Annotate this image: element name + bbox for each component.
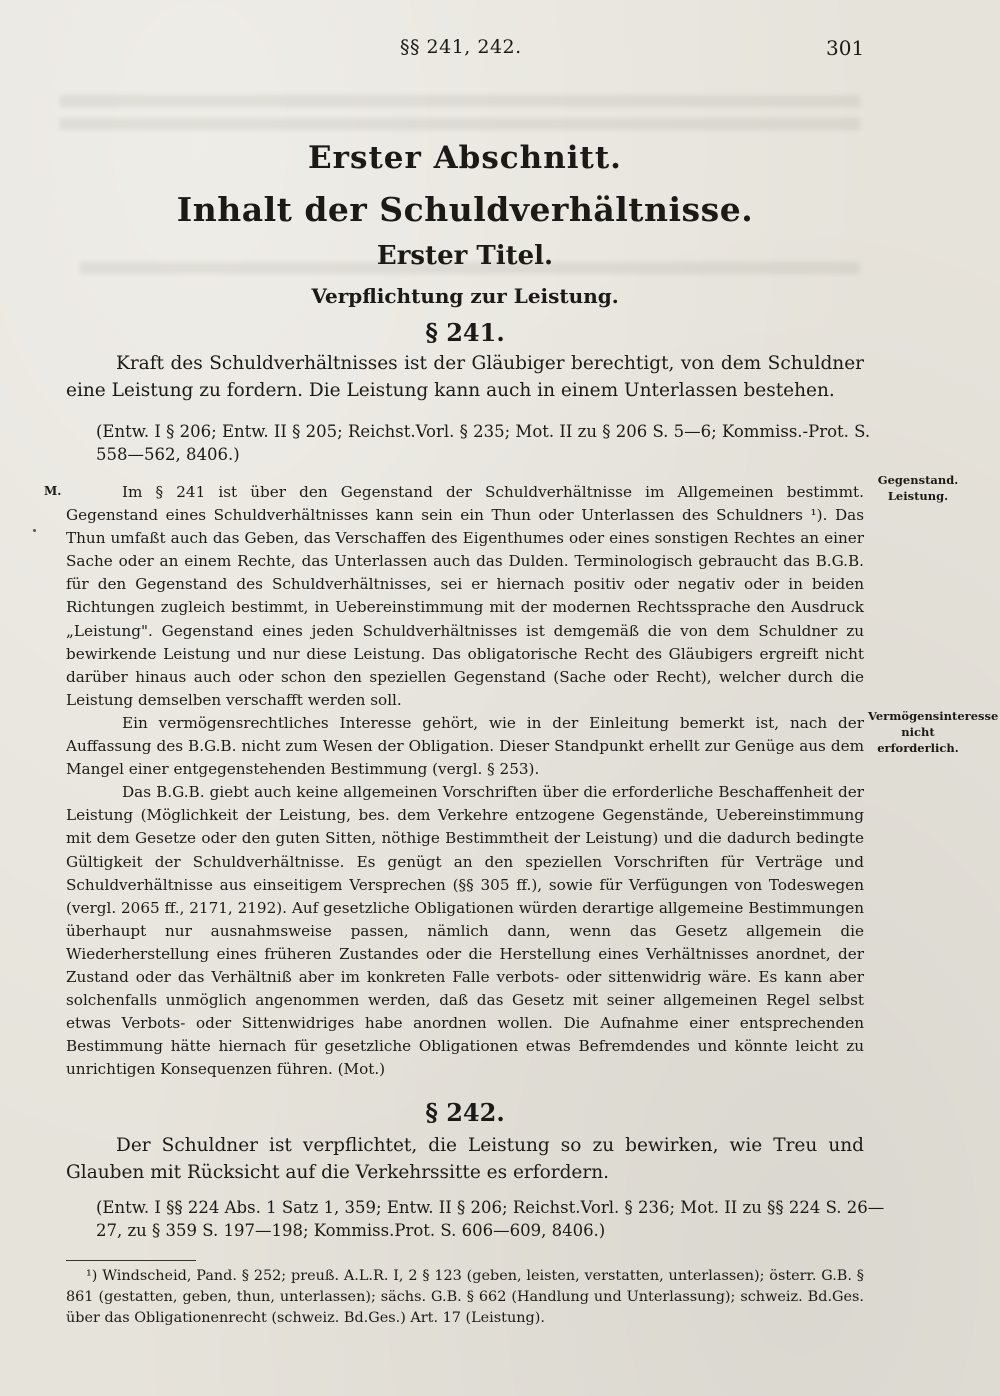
margin-note-gegenstand: Gegenstand. Leistung.	[877, 473, 959, 503]
margin-dot	[33, 529, 36, 532]
section-241-statute: Kraft des Schuldverhältnisses ist der Gläubiger berechtigt, von dem Schuldner eine Leistung zu fordern. Die Leistung kann auch in einem Unterlassen bestehen.	[66, 353, 864, 401]
footnote-rule	[66, 1260, 196, 1261]
footnote	[66, 1266, 864, 1329]
bleed-through-shadow	[60, 95, 860, 107]
bleed-through-shadow	[60, 118, 860, 130]
margin-note-vermoegensinteresse: Vermögensinteresse nicht erforderlich.	[868, 709, 999, 755]
title-heading: Erster Titel.	[376, 241, 554, 271]
section-242-number: § 242.	[425, 1098, 505, 1127]
subject-heading: Inhalt der Schuldverhältnisse.	[176, 190, 754, 229]
running-head: §§ 241, 242.	[400, 36, 522, 58]
commentary-paragraph: Ein vermögensrechtliches Interesse gehört, wie in der Einleitung bemerkt ist, nach der Auffassung des B.G.B. nicht zum Wesen der Obligation. Dieser Standpunkt erhellt zur Genüge aus dem Mangel einer entgegenstehenden Bestimmung (vergl. § 253).	[66, 713, 864, 779]
commentary-paragraph: Das B.G.B. giebt auch keine allgemeinen Vorschriften über die erforderliche Beschaffenheit der Leistung (Möglichkeit der Leistung, bes. dem Verkehre entzogene Gegenstände, Uebereinstimmung mit dem Gesetze oder den guten Sitten, nöthige Bestimmtheit der Leistung) und die dadurch bedingte Gültigkeit der Schuldverhältnisse. Es genügt an den speziellen Vorschriften für Verträge und Schuldverhältnisse aus einseitigem Versprechen (§§ 305 ff.), sowie für Verfügungen von Todeswegen (vergl. 2065 ff., 2171, 2192). Auf gesetzliche Obligationen würden derartige allgemeine Bestimmungen überhaupt nur ausnahmsweise passen, nämlich dann, wenn das Gesetz allgemein die Wiederherstellung eines früheren Zustandes oder die Herstellung eines Verhältnisses anordnet, der Zustand oder das Verhältniß aber im konkreten Falle verbots- oder sittenwidrig wäre. Es kann aber solchenfalls unmöglich angenommen werden, daß das Gesetz mit seiner allgemeinen Regel selbst etwas Verbots- oder Sittenwidriges habe anordnen wollen. Die Aufnahme einer entsprechenden Bestimmung hätte hiernach für gesetzliche Obligationen etwas Befremdendes und könnte leicht zu unrichtigen Konsequenzen führen. (Mot.)	[66, 783, 864, 1079]
section-241-commentary	[66, 481, 864, 1081]
page-header	[0, 36, 1000, 66]
subtitle-heading: Verpflichtung zur Leistung.	[311, 284, 619, 308]
page-number: 301	[826, 36, 865, 60]
section-242-statute: Der Schuldner ist verpflichtet, die Leistung so zu bewirken, wie Treu und Glauben mit Rücksicht auf die Verkehrssitte es erfordern.	[66, 1135, 864, 1183]
division-heading: Erster Abschnitt.	[308, 140, 622, 176]
margin-label-motive: M.	[44, 484, 62, 498]
commentary-paragraph: Im § 241 ist über den Gegenstand der Schuldverhältnisse im Allgemeinen bestimmt. Gegenstand eines Schuldverhältnisses kann sein ein Thun oder Unterlassen des Schuldners ¹). Das Thun umfaßt auch das Geben, das Verschaffen des Eigenthumes oder eines sonstigen Rechtes an einer Sache oder an einem Rechte, das Unterlassen auch das Dulden. Terminologisch gebraucht das B.G.B. für den Gegenstand des Schuldverhältnisses, sei er hiernach positiv oder negativ oder in beiden Richtungen zugleich bestimmt, in Uebereinstimmung mit der modernen Rechtssprache den Ausdruck „Leistung". Gegenstand eines jeden Schuldverhältnisses ist demgemäß die von dem Schuldner zu bewirkende Leistung und nur diese Leistung. Das obligatorische Recht des Gläubigers ergreift nicht darüber hinaus auch oder schon den speziellen Gegenstand (Sache oder Recht), welcher durch die Leistung demselben verschafft werden soll.	[66, 483, 864, 709]
footnote-text: ¹) Windscheid, Pand. § 252; preuß. A.L.R. I, 2 § 123 (geben, leisten, verstatten, unterlassen); österr. G.B. § 861 (gestatten, geben, thun, unterlassen); sächs. G.B. § 662 (Handlung und Unterlassung); schweiz. Bd.Ges. über das Obligationenrecht (schweiz. Bd.Ges.) Art. 17 (Leistung).	[66, 1268, 864, 1326]
section-241-sources: (Entw. I § 206; Entw. II § 205; Reichst.Vorl. § 235; Mot. II zu § 206 S. 5—6; Kommiss.-Prot. S. 558—562, 8406.)	[96, 422, 871, 464]
section-241-number: § 241.	[425, 318, 505, 347]
section-242-sources: (Entw. I §§ 224 Abs. 1 Satz 1, 359; Entw. II § 206; Reichst.Vorl. § 236; Mot. II zu §§ 224 S. 26—27, zu § 359 S. 197—198; Kommiss.Prot. S. 606—609, 8406.)	[96, 1198, 885, 1240]
